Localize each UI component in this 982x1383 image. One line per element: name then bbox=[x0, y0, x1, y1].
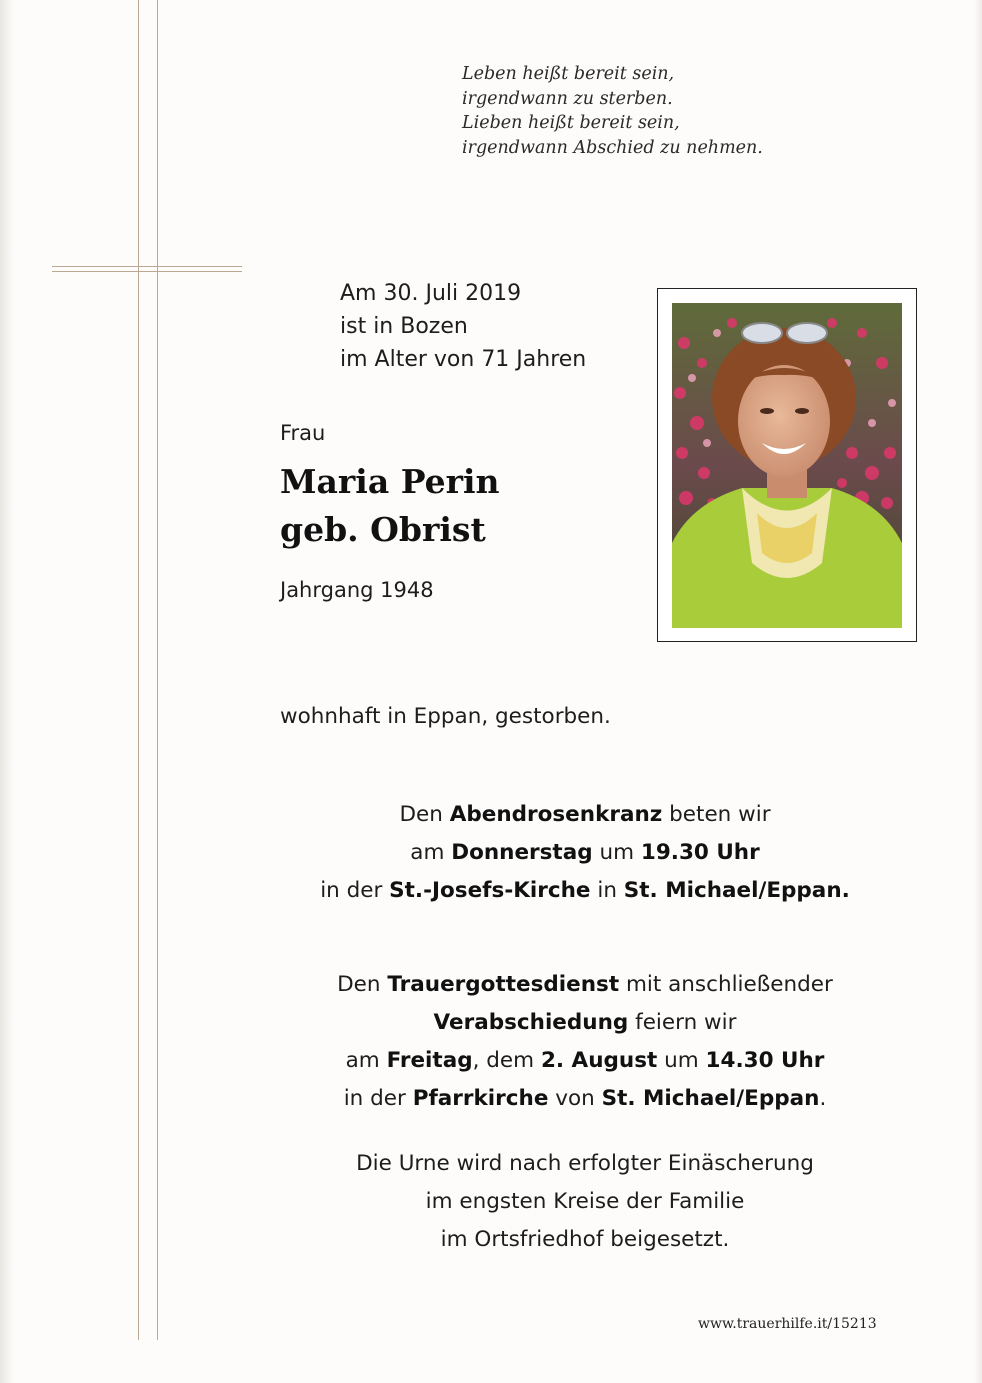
funeral-line-1 bbox=[250, 966, 920, 1004]
cross-vertical-line-left bbox=[138, 0, 139, 1340]
text: am bbox=[345, 1048, 387, 1073]
funeral-service: Trauergottesdienst bbox=[387, 972, 620, 997]
text: , dem bbox=[472, 1048, 541, 1073]
death-date: Am 30. Juli 2019 bbox=[340, 281, 522, 306]
deceased-name: Maria Perin bbox=[280, 462, 500, 501]
text: mit anschließender bbox=[619, 972, 833, 997]
text: um bbox=[592, 840, 641, 865]
text: . bbox=[819, 1086, 827, 1111]
rosary-line-2 bbox=[250, 834, 920, 872]
memorial-quote bbox=[462, 62, 763, 160]
text: von bbox=[548, 1086, 602, 1111]
deceased-name-block bbox=[280, 458, 500, 554]
funeral-day: Freitag bbox=[386, 1048, 473, 1073]
death-announcement bbox=[340, 277, 586, 376]
death-age: im Alter von 71 Jahren bbox=[340, 347, 587, 372]
paper-edge-left bbox=[0, 0, 14, 1383]
text: am bbox=[410, 840, 452, 865]
text: Den bbox=[399, 802, 450, 827]
cross-horizontal-line-top bbox=[52, 266, 242, 267]
residence-line: wohnhaft in Eppan, gestorben. bbox=[280, 704, 611, 729]
cross-vertical-line-right bbox=[157, 0, 158, 1340]
portrait-photo bbox=[672, 303, 902, 628]
text: in bbox=[590, 878, 624, 903]
rosary-announcement bbox=[250, 796, 920, 910]
funeral-announcement bbox=[250, 966, 920, 1118]
text: um bbox=[657, 1048, 706, 1073]
funeral-time: 14.30 Uhr bbox=[705, 1048, 825, 1073]
funeral-line-2 bbox=[250, 1004, 920, 1042]
text: feiern wir bbox=[628, 1010, 737, 1035]
quote-line: Leben heißt bereit sein, bbox=[462, 64, 675, 84]
funeral-line-4 bbox=[250, 1080, 920, 1118]
urn-line: im Ortsfriedhof beigesetzt. bbox=[440, 1227, 730, 1252]
farewell: Verabschiedung bbox=[433, 1010, 629, 1035]
urn-line: im engsten Kreise der Familie bbox=[425, 1189, 745, 1214]
text: Den bbox=[337, 972, 388, 997]
quote-line: irgendwann Abschied zu nehmen. bbox=[462, 137, 763, 158]
cross-horizontal-line-bottom bbox=[52, 271, 242, 272]
rosary-church: St.-Josefs-Kirche bbox=[389, 878, 591, 903]
text: in der bbox=[320, 878, 390, 903]
funeral-line-3 bbox=[250, 1042, 920, 1080]
portrait-frame bbox=[657, 288, 917, 642]
rosary-line-3 bbox=[250, 872, 920, 910]
urn-announcement bbox=[250, 1145, 920, 1259]
quote-line: irgendwann zu sterben. bbox=[462, 88, 673, 109]
rosary-day: Donnerstag bbox=[451, 840, 593, 865]
rosary-event: Abendrosenkranz bbox=[449, 802, 663, 827]
rosary-line-1 bbox=[250, 796, 920, 834]
text: in der bbox=[343, 1086, 413, 1111]
rosary-time: 19.30 Uhr bbox=[640, 840, 760, 865]
website-link[interactable]: www.trauerhilfe.it/15213 bbox=[698, 1316, 877, 1332]
funeral-location: St. Michael/Eppan bbox=[601, 1086, 820, 1111]
funeral-church: Pfarrkirche bbox=[412, 1086, 549, 1111]
paper-edge-right bbox=[974, 0, 982, 1383]
deceased-birth-name: geb. Obrist bbox=[280, 510, 486, 549]
funeral-date: 2. August bbox=[540, 1048, 658, 1073]
quote-line: Lieben heißt bereit sein, bbox=[462, 113, 680, 133]
birth-year: Jahrgang 1948 bbox=[280, 578, 434, 602]
rosary-location: St. Michael/Eppan. bbox=[623, 878, 850, 903]
salutation: Frau bbox=[280, 421, 326, 445]
urn-line: Die Urne wird nach erfolgter Einäscherung bbox=[356, 1151, 814, 1176]
text: beten wir bbox=[662, 802, 771, 827]
death-place: ist in Bozen bbox=[340, 314, 468, 339]
